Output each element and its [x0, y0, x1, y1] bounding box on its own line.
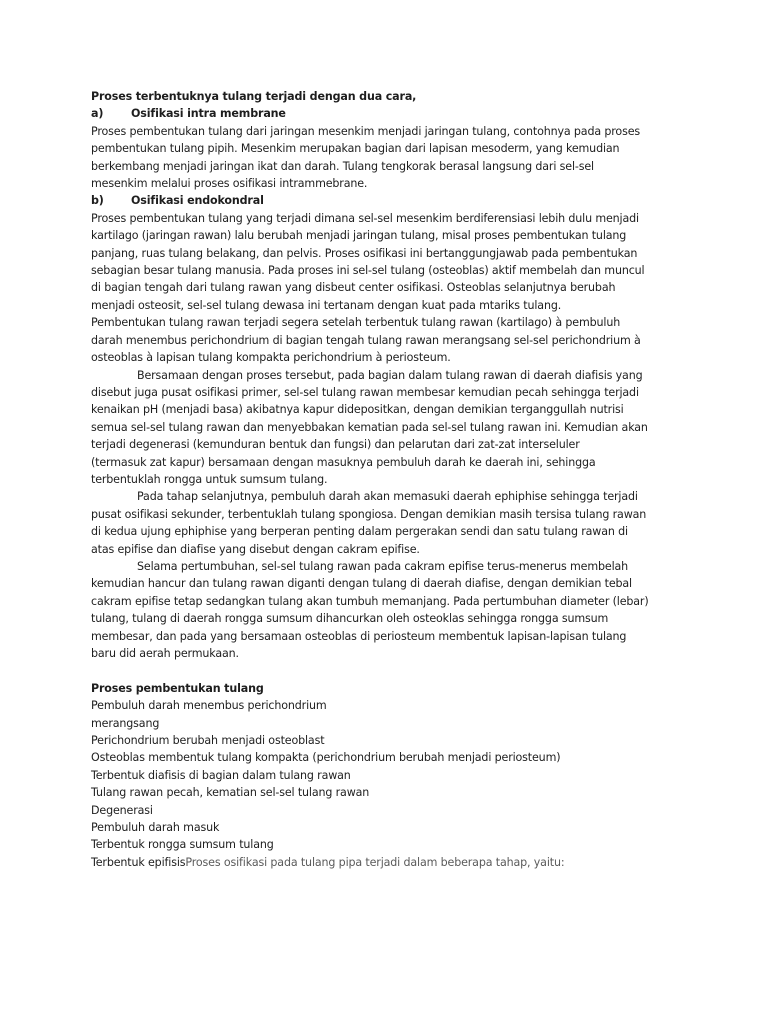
text-line: berkembang menjadi jaringan ikat dan darah. Tulang tengkorak berasal langsung dari sel-sel: [91, 159, 594, 173]
list-item: [91, 854, 698, 871]
text-line: pembentukan tulang pipih. Mesenkim merupakan bagian dari lapisan mesoderm, yang kemudian: [91, 142, 620, 156]
process-heading: Proses pembentukan tulang: [91, 681, 264, 695]
last-step: Terbentuk epifisis: [91, 855, 186, 869]
section-b-marker: b): [91, 194, 104, 208]
text-line: membesar, dan pada yang bersamaan osteoblas di periosteum membentuk lapisan-lapisan tulang: [91, 629, 627, 643]
text-line: mesenkim melalui proses osifikasi intrammebrane.: [91, 177, 368, 191]
list-item: Pembuluh darah masuk: [91, 821, 220, 835]
text-line: panjang, ruas tulang belakang, dan pelvis. Proses osifikasi ini bertanggungjawab pada pembentukan: [91, 246, 638, 260]
text-line: sebagian besar tulang manusia. Pada proses ini sel-sel tulang (osteoblas) aktif membelah dan muncul: [91, 264, 645, 278]
text-line: Pada tahap selanjutnya, pembuluh darah akan memasuki daerah ephiphise sehingga terjadi: [137, 490, 638, 504]
text-line: menjadi osteosit, sel-sel tulang dewasa ini tertanam dengan kuat pada mtariks tulang.: [91, 298, 562, 312]
text-line: terbentuklah rongga untuk sumsum tulang.: [91, 472, 328, 486]
section-a-text: [91, 123, 698, 193]
text-line: di kedua ujung ephiphise yang berperan penting dalam pergerakan sendi dan satu tulang rawan di: [91, 525, 628, 539]
paragraph-3: [91, 558, 698, 662]
last-step-tail: Proses osifikasi pada tulang pipa terjadi dalam beberapa tahap, yaitu:: [185, 855, 565, 869]
list-item: Tulang rawan pecah, kematian sel-sel tulang rawan: [91, 786, 370, 800]
text-line: darah menembus perichondrium di bagian tengah tulang rawan merangsang sel-sel perichondrium à: [91, 333, 641, 347]
process-steps: [91, 697, 698, 871]
section-a-heading: [91, 105, 698, 122]
list-item: Terbentuk diafisis di bagian dalam tulang rawan: [91, 768, 351, 782]
paragraph-1: [91, 367, 698, 489]
list-item: Degenerasi: [91, 803, 153, 817]
paragraph-2: [91, 488, 698, 558]
list-item: Pembuluh darah menembus perichondrium: [91, 699, 327, 713]
list-item: Terbentuk rongga sumsum tulang: [91, 838, 274, 852]
text-line: Pembentukan tulang rawan terjadi segera setelah terbentuk tulang rawan (kartilago) à pembuluh: [91, 316, 621, 330]
list-item: Perichondrium berubah menjadi osteoblast: [91, 734, 325, 748]
intro-heading: Proses terbentuknya tulang terjadi dengan dua cara,: [91, 90, 417, 103]
list-item: Osteoblas membentuk tulang kompakta (perichondrium berubah menjadi periosteum): [91, 751, 561, 765]
text-line: atas epifise dan diafise yang disebut dengan cakram epifise.: [91, 542, 420, 556]
text-line: osteoblas à lapisan tulang kompakta perichondrium à periosteum.: [91, 351, 451, 365]
text-line: Proses pembentukan tulang yang terjadi dimana sel-sel mesenkim berdiferensiasi lebih dulu menjadi: [91, 211, 639, 225]
text-line: Proses pembentukan tulang dari jaringan mesenkim menjadi jaringan tulang, contohnya pada proses: [91, 124, 641, 138]
list-item: merangsang: [91, 716, 160, 730]
blank-line: [91, 662, 698, 679]
text-line: Bersamaan dengan proses tersebut, pada bagian dalam tulang rawan di daerah diafisis yang: [137, 368, 643, 382]
text-line: kenaikan pH (menjadi basa) akibatnya kapur didepositkan, dengan demikian terganggullah nutrisi: [91, 403, 624, 417]
section-b-heading: [91, 192, 698, 209]
text-line: Selama pertumbuhan, sel-sel tulang rawan pada cakram epifise terus-menerus membelah: [137, 559, 629, 573]
text-line: terjadi degenerasi (kemunduran bentuk dan fungsi) dan pelarutan dari zat-zat interseluler: [91, 438, 580, 452]
text-line: di bagian tengah dari tulang rawan yang disbeut center osifikasi. Osteoblas selanjutnya berubah: [91, 281, 616, 295]
text-line: tulang, tulang di daerah rongga sumsum dihancurkan oleh osteoklas sehingga rongga sumsum: [91, 612, 609, 626]
section-b-text: [91, 210, 698, 367]
text-line: kemudian hancur dan tulang rawan diganti dengan tulang di daerah diafise, dengan demikian tebal: [91, 577, 632, 591]
text-line: disebut juga pusat osifikasi primer, sel-sel tulang rawan membesar kemudian pecah sehingga terjadi: [91, 385, 639, 399]
text-line: cakram epifise tetap sedangkan tulang akan tumbuh memanjang. Pada pertumbuhan diameter (lebar): [91, 594, 649, 608]
text-line: kartilago (jaringan rawan) lalu berubah menjadi jaringan tulang, misal proses pembentukan tulang: [91, 229, 627, 243]
text-line: pusat osifikasi sekunder, terbentuklah tulang spongiosa. Dengan demikian masih tersisa tulang rawan: [91, 507, 647, 521]
text-line: baru did aerah permukaan.: [91, 647, 239, 660]
section-a-title: Osifikasi intra membrane: [131, 107, 286, 121]
section-a-marker: a): [91, 107, 104, 121]
section-b-title: Osifikasi endokondral: [131, 194, 264, 208]
text-line: (termasuk zat kapur) bersamaan dengan masuknya pembuluh darah ke daerah ini, sehingga: [91, 455, 596, 469]
text-line: semua sel-sel tulang rawan dan menyebbakan kematian pada sel-sel tulang rawan ini. Kemudian akan: [91, 420, 648, 434]
